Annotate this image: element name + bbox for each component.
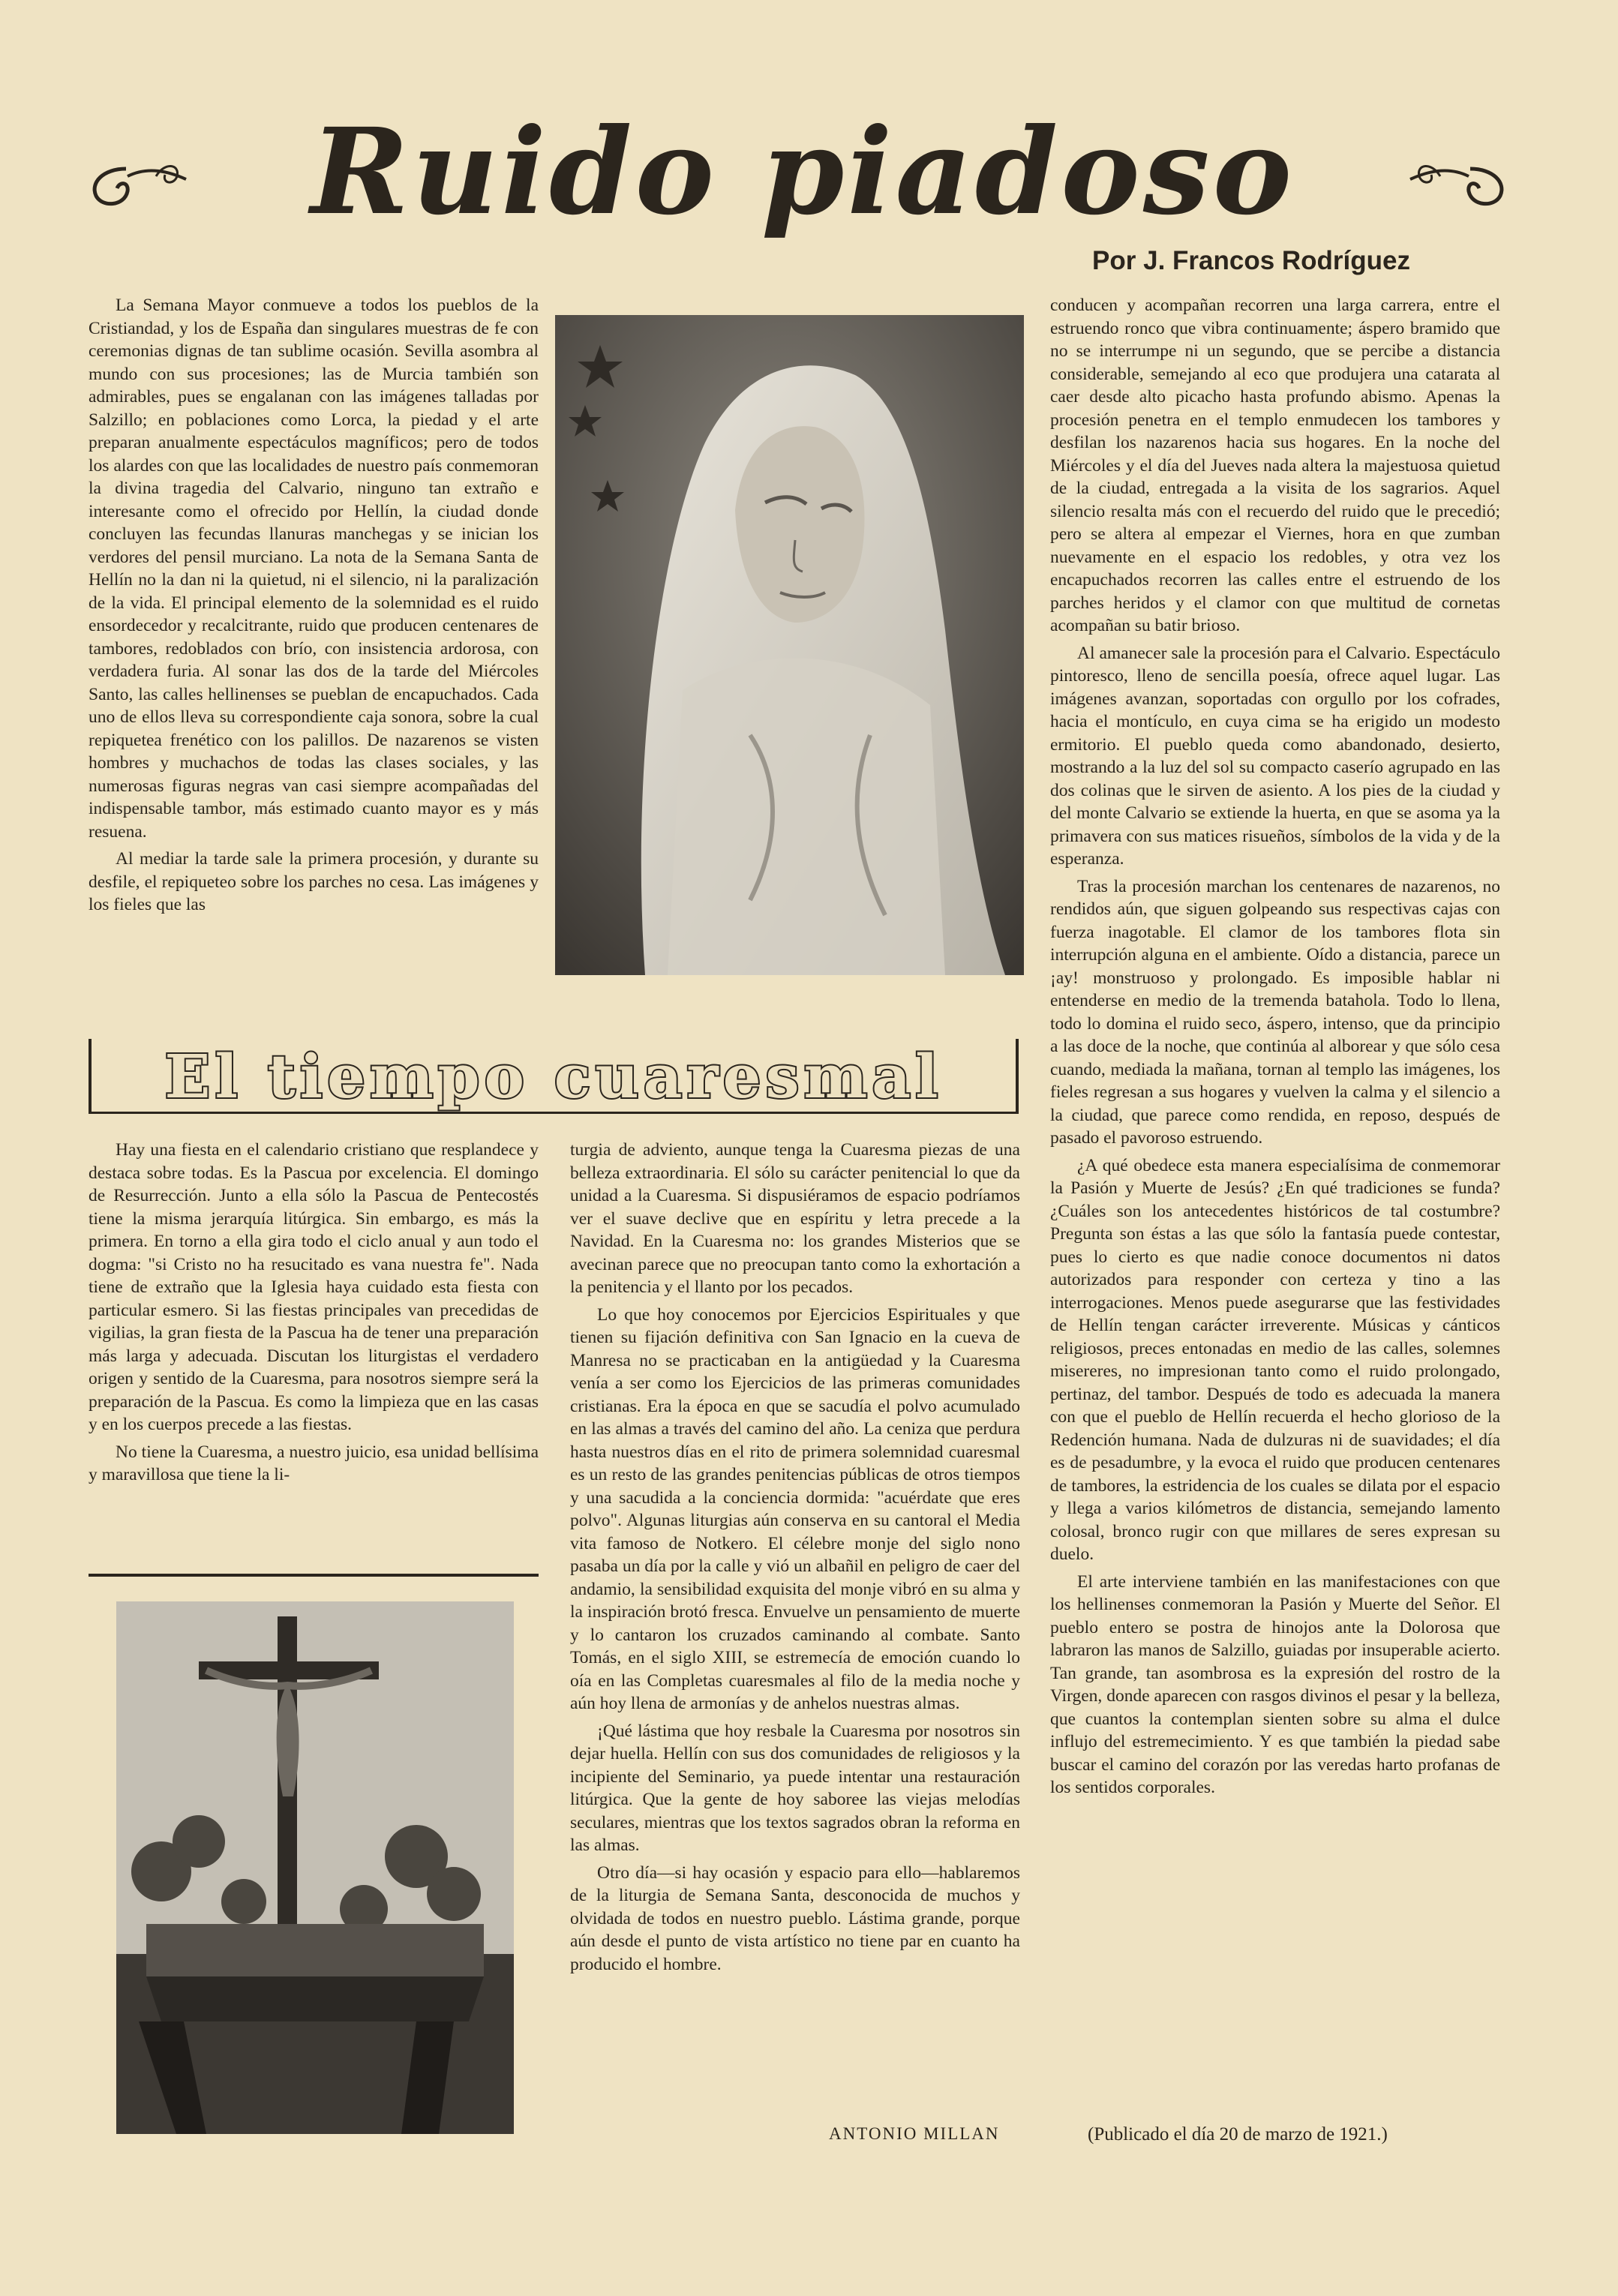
right-flourish-ornament [1403,146,1515,214]
section-divider-rule [89,1574,539,1577]
crucifix-image [116,1601,514,2134]
article1-right-paragraph-2: Al amanecer sale la procesión para el Calvario. Espectáculo pintoresco, lleno de sencilla poesía, ofrece aquel lugar. Las imágenes avanzan, soportadas con orgullo por los cofrades, hacia el montículo, en cuya cima se ha erigido un modesto ermitorio. El pueblo queda como abandonado, desierto, mostrando a la luz del sol su compacto caserío agrupado en las dos colinas que le sirven de asiento. A los pies de la ciudad y del monte Calvario se extiende la huerta, en que se asoma ya la primavera con sus matices risueños, símbolos de la vida y de la esperanza. [1050,643,1500,869]
article1-right-paragraph-4: ¿A qué obedece esta manera especialísima de conmemorar la Pasión y Muerte de Jesús? ¿En qué tradiciones se funda? ¿Cuáles son los antecedentes históricos de tal costumbre? Pregunta son éstas a las que sólo la fantasía puede contestar, pues lo cierto es que nadie conoce documentos ni datos autorizados para responder con certeza y tino a las interrogaciones. Menos puede asegurarse que las festividades de Hellín tengan carácter irreverente. Músicas y cánticos religiosos, preces entonadas en medio de las calles, solemnes misereres, no impresionan tanto como el ruido prolongado, pertinaz, del tambor. Después de todo es adecuada la manera con que el pueblo de Hellín recuerda el hecho glorioso de la Redención humana. Nada de dulzuras ni de suavidades; el día es de pesadumbre, y la evoca el ruido que producen centenares de tambores, la estridencia de los cuales se dilata por el espacio y llega a varios kilómetros de distancia, semejando lamento colosal, bronco rugir con que millares de seres expresan su duelo. [1050,1155,1500,1564]
page-title: Ruido piadoso [310,103,1295,242]
section-title: El tiempo cuaresmal [164,1041,943,1112]
article1-left-paragraph-1: La Semana Mayor conmueve a todos los pueblos de la Cristiandad, y los de España dan singulares muestras de fe con ceremonias dignas de tan sublime ocasión. Sevilla asombra al mundo con sus procesiones; las de Murcia también son admirables, pues se engalanan con las imágenes talladas por Salzillo; en poblaciones como Lorca, la piedad y el arte preparan anualmente espectáculos magníficos; pero de todos los alardes con que las localidades de nuestro país conmemoran la divina tragedia del Calvario, ninguno tan extraño e interesante como el ofrecido por Hellín, la ciudad donde concluyen las fecundas llanuras manchegas y se inician los verdores del pensil murciano. La nota de la Semana Santa de Hellín no la dan ni la quietud, ni el silencio, ni la paralización de la vida. El principal elemento de la solemnidad es el ruido ensordecedor y recalcitrante, ruido que producen centenares de tambores, redoblados con brío, con insistencia ardorosa, con verdadera furia. Al sonar las dos de la tarde del Miércoles Santo, las calles hellinenses se pueblan de encapuchados. Cada uno de ellos lleva su correspondiente caja sonora, sobre la cual repiquetea frenético con los palillos. De nazarenos se visten hombres y muchachos de todas las clases sociales, y las numerosas figuras negras van casi siempre acompañadas del indispensable tambor, más estimado cuanto mayor es y más resuena. [89,296,539,842]
author-byline: Por J. Francos Rodríguez [1092,246,1410,275]
article2-left-paragraph-1: Hay una fiesta en el calendario cristiano que resplandece y destaca sobre todas. Es la Pascua por excelencia. El domingo de Resurrección. Junto a ella sólo la Pascua de Pentecostés tiene la misma jerarquía litúrgica. Sin embargo, es más la primera. En torno a ella gira todo el ciclo anual y aun todo el dogma: "si Cristo no ha resucitado es vana nuestra fe". Nada tiene de extraño que la Iglesia haya cuidado esta fiesta con particular esmero. Si las fiestas principales van precedidas de vigilias, la gran fiesta de la Pascua ha de tener una preparación más larga y adecuada. Discutan los liturgistas el verdadero origen y sentido de la Cuaresma, para nosotros siempre será la preparación de la Pascua. Es como la limpieza que en las casas y en los cuerpos precede a las fiestas. [89,1140,539,1434]
article2-right-paragraph-1: turgia de adviento, aunque tenga la Cuaresma piezas de una belleza extraordinaria. El sólo su carácter penitencial lo que da unidad a la Cuaresma. Si dispusiéramos de espacio podríamos ver el suave declive que en espíritu y letra precede a la Navidad. En la Cuaresma no: los grandes Misterios que se avecinan parece que no preocupan tanto como la exhortación a la penitencia y el llanto por los pecados. [570,1140,1020,1297]
article1-right-paragraph-1: conducen y acompañan recorren una larga carrera, entre el estruendo ronco que vibra continuamente; áspero bramido que no se interrumpe ni un segundo, que se percibe a distancia considerable, semejando al eco que produjera una catarata al caer desde alto picacho hasta profundo abismo. Apenas la procesión penetra en el templo enmudecen los tambores y desfilan los nazarenos hacia sus hogares. En la noche del Miércoles y el día del Jueves nada altera la majestuosa quietud de la ciudad, entregada a la visita de los sagrarios. Aquel silencio resalta más con el recuerdo del ruido que le precedió; pero se altera al empezar el Viernes, hora en que zumban nuevamente en el espacio los redobles, y otra vez los encapuchados recorren las calles entre el estruendo de los parches heridos y el clamor con que multitud de cornetas acompañan su batir brioso. [1050,296,1500,635]
article1-right-paragraph-5: El arte interviene también en las manifestaciones con que los hellinenses conmemoran la Pasión y Muerte del Señor. El pueblo entero se postra de hinojos ante la Dolorosa que labraron las manos de Salzillo, guiadas por insuperable acierto. Tan grande, tan asombrosa es la expresión del rostro de la Virgen, donde aparecen con rasgos divinos el pesar y la belleza, que cuantos la contemplan sienten sobre su alma el dulce influjo del estremecimiento. Y es que también la piedad sabe buscar el camino del corazón por las veredas harto profanas de los sentidos corporales. [1050,1571,1500,1797]
article2-right-column [570,1139,1020,1976]
article2-right-paragraph-3: ¡Qué lástima que hoy resbale la Cuaresma por nosotros sin dejar huella. Hellín con sus dos comunidades de religiosos y la incipiente del Seminario, ya puede intentar una restauración litúrgica. Que la gente de hoy saboree las viejas melodías seculares, mientras que los textos sagrados obran la reforma en las almas. [570,1721,1020,1855]
article1-left-column [89,294,539,917]
article1-left-paragraph-2: Al mediar la tarde sale la primera procesión, y durante su desfile, el repiqueteo sobre los parches no cesa. Las imágenes y los fieles que las [89,849,539,914]
article2-right-paragraph-2: Lo que hoy conocemos por Ejercicios Espirituales y que tienen su fijación definitiva con San Ignacio en la cueva de Manresa no se practicaban en la antigüedad y la Cuaresma venía a ser como los Ejercicios de las primeras comunidades cristianas. Era la época en que se sacudía el polvo acumulado en las almas a través del camino del año. La ceniza que perdura hasta nuestros días en el rito de primera solemnidad cuaresmal es un resto de las grandes penitencias públicas de otros tiempos y una sacudida a la conciencia dormida: "acuérdate que eres polvo". Algunas liturgias aún conserva en su cantoral el Media vita famoso de Notkero. El célebre monje del siglo nono pasaba un día por la calle y vió un albañil en peligro de caer del andamio, la sensibilidad exquisita del monje vibró en su alma y la inspiración brotó fresca. Envuelve un pensamiento de muerte y lo cantaron los cruzados caminando al combate. Santo Tomás, en el siglo XIII, se estremecía de emoción cuando lo oía en las Completas cuaresmales al filo de la media noche y aún hoy llena de armonías y de anhelos nuestras almas. [570,1304,1020,1713]
left-flourish-ornament [81,146,194,214]
article1-right-column [1050,294,1500,1799]
dolorosa-image [555,315,1024,975]
crucifix-photo [116,1601,514,2134]
dolorosa-photo [555,315,1024,975]
article2-right-paragraph-4: Otro día—si hay ocasión y espacio para ello—hablaremos de la liturgia de Semana Santa, desconocida de muchos y olvidada de todos en nuestro pueblo. Lástima grande, porque aún desde el punto de vista artístico no tiene par en cuanto ha producido el hombre. [570,1862,1020,1974]
article2-left-paragraph-2: No tiene la Cuaresma, a nuestro juicio, esa unidad bellísima y maravillosa que tiene la li- [89,1442,539,1484]
article1-right-paragraph-3: Tras la procesión marchan los centenares de nazarenos, no rendidos aún, que siguen golpeando sus respectivas cajas con fuerza inagotable. El clamor de los tambores flota sin interrupción alguna en el ambiente. Oído a distancia, parece un ¡ay! monstruoso y prolongado. Es imposible hablar ni entenderse en medio de la tremenda batahola. Todo lo llena, todo lo domina el ruido seco, áspero, intenso, que da principio a las doce de la noche, que continúa al alborear y que sólo cesa cuando, mediada la mañana, tornan al templo las imágenes, los fieles regresan a sus hogares y vuelven la calma y el silencio a la ciudad, que parece como rendida, en reposo, después de pasado el pavoroso estruendo. [1050,876,1500,1148]
publication-note: (Publicado el día 20 de marzo de 1921.) [1088,2124,1388,2144]
article2-signature: ANTONIO MILLAN [829,2124,1000,2143]
article2-left-column [89,1139,539,1487]
